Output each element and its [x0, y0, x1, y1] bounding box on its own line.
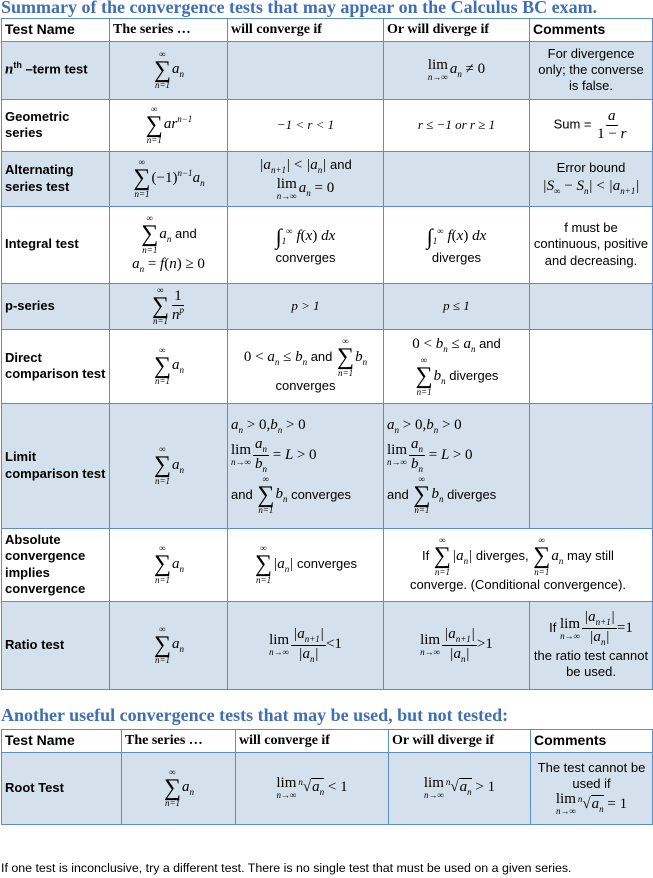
limit-comment: [530, 403, 653, 528]
absolute-converge: ∞ ∑ n=1 $|a_n|$ converges: [228, 528, 384, 601]
p-series-comment: [530, 283, 653, 329]
other-tests-table: [1, 729, 653, 825]
nth-term-name: $n^{th}$ –term test: [2, 41, 110, 99]
row-root: [2, 752, 653, 824]
absolute-name: Absolute convergence implies convergence: [2, 528, 110, 601]
header-test-name: Test Name: [2, 19, 110, 42]
nth-term-comment: For divergence only; the converse is false.: [530, 41, 653, 99]
header-converge: will converge if: [228, 19, 384, 42]
p-series-converge: p > 1: [228, 283, 384, 329]
absolute-series: ∞ ∑ n=1 $a_n$: [110, 528, 228, 601]
nth-term-series: ∞ ∑ n=1 $a_n$: [110, 41, 228, 99]
geometric-name: Geometric series: [2, 99, 110, 151]
p-series-series: ∞ ∑ n=1 $\frac{1}{n^p}$: [110, 283, 228, 329]
root-converge: lim n→∞ $^n√a_n < 1$: [236, 752, 389, 824]
row-geometric: [2, 99, 653, 151]
direct-converge: $0 < a_n \le b_n$ and ∞ ∑ n=1 $b_n$ converges: [228, 329, 384, 403]
section-title-other-tests: Another useful convergence tests that may be used, but not tested:: [1, 705, 509, 725]
header2-comments: Comments: [531, 730, 653, 753]
row-p-series: [2, 283, 653, 329]
integral-converge: $\int_1^\infty$ f(x) dx converges: [228, 206, 384, 283]
alternating-comment: Error bound $|S_\infty - S_n| < |a_{n+1}|$: [530, 151, 653, 206]
header2-converge: will converge if: [236, 730, 389, 753]
limit-converge: $a_n > 0,b_n > 0$ lim n→∞ $\frac{a_n}{b_n}$ = L > 0 and ∞ ∑ n=1 $b_n$ converges: [228, 403, 384, 528]
geometric-diverge: r ≤ −1 or r ≥ 1: [384, 99, 530, 151]
ratio-comment: If lim n→∞ $\frac{|a_{n+1}|}{|a_n|}$ =1 the ratio test cannot be used.: [530, 601, 653, 689]
header-comments: Comments: [530, 19, 653, 42]
direct-name: Direct comparison test: [2, 329, 110, 403]
row-alternating: [2, 151, 653, 206]
p-series-diverge: p ≤ 1: [384, 283, 530, 329]
geometric-series: ∞ ∑ n=1 $ar^{n-1}$: [110, 99, 228, 151]
alternating-diverge: [384, 151, 530, 206]
integral-diverge: $\int_1^\infty$ f(x) dx diverges: [384, 206, 530, 283]
header2-series: The series …: [122, 730, 236, 753]
ratio-diverge: lim n→∞ $\frac{|a_{n+1}|}{|a_n|}$ >1: [384, 601, 530, 689]
row-limit-comparison: [2, 403, 653, 528]
integral-name: Integral test: [2, 206, 110, 283]
header-series: The series …: [110, 19, 228, 42]
integral-comment: f must be continuous, positive and decreasing.: [530, 206, 653, 283]
nth-term-diverge: lim n→∞ $a_n \ne 0$: [384, 41, 530, 99]
root-name: Root Test: [2, 752, 122, 824]
footer-note: If one test is inconclusive, try a different test. There is no single test that must be used on a given series.: [1, 861, 572, 875]
row-nth-term: [2, 41, 653, 99]
row-ratio: [2, 601, 653, 689]
direct-diverge: $0 < b_n \le a_n$ and ∞ ∑ n=1 $b_n$ diverges: [384, 329, 530, 403]
geometric-converge: −1 < r < 1: [228, 99, 384, 151]
limit-series: ∞ ∑ n=1 $a_n$: [110, 403, 228, 528]
header-row-2: [2, 730, 653, 753]
row-integral: [2, 206, 653, 283]
root-comment: The test cannot be used if lim n→∞ $^n√a_n = 1$: [531, 752, 653, 824]
integral-series: ∞ ∑ n=1 $a_n$ and $a_n = f(n) \ge 0$: [110, 206, 228, 283]
limit-name: Limit comparison test: [2, 403, 110, 528]
header-row: [2, 19, 653, 42]
row-absolute-convergence: [2, 528, 653, 601]
direct-comment: [530, 329, 653, 403]
row-direct-comparison: [2, 329, 653, 403]
geometric-comment: Sum = $\frac{a}{1 - r}$: [530, 99, 653, 151]
ratio-name: Ratio test: [2, 601, 110, 689]
nth-term-converge: [228, 41, 384, 99]
header-diverge: Or will diverge if: [384, 19, 530, 42]
limit-diverge: $a_n > 0,b_n > 0$ lim n→∞ $\frac{a_n}{b_n}$ = L > 0 and ∞ ∑ n=1 $b_n$ diverges: [384, 403, 530, 528]
absolute-comment: If ∞ ∑ n=1 $|a_n|$ diverges, ∞ ∑ n=1 $a_n$ may still converge. (Conditional convergence).: [384, 528, 653, 601]
alternating-name: Alternating series test: [2, 151, 110, 206]
alternating-converge: $|a_{n+1}| < |a_n|$ and lim n→∞ $a_n = 0$: [228, 151, 384, 206]
root-series: ∞ ∑ n=1 $a_n$: [122, 752, 236, 824]
root-diverge: lim n→∞ $^n√a_n > 1$: [389, 752, 531, 824]
convergence-tests-table: [1, 18, 653, 690]
ratio-series: ∞ ∑ n=1 $a_n$: [110, 601, 228, 689]
page-title: Summary of the convergence tests that may appear on the Calculus BC exam.: [1, 0, 598, 17]
header2-test-name: Test Name: [2, 730, 122, 753]
direct-series: ∞ ∑ n=1 $a_n$: [110, 329, 228, 403]
alternating-series: ∞ ∑ n=1 $(-1)^{n-1}a_n$: [110, 151, 228, 206]
header2-diverge: Or will diverge if: [389, 730, 531, 753]
ratio-converge: lim n→∞ $\frac{|a_{n+1}|}{|a_n|}$ <1: [228, 601, 384, 689]
p-series-name: p-series: [2, 283, 110, 329]
